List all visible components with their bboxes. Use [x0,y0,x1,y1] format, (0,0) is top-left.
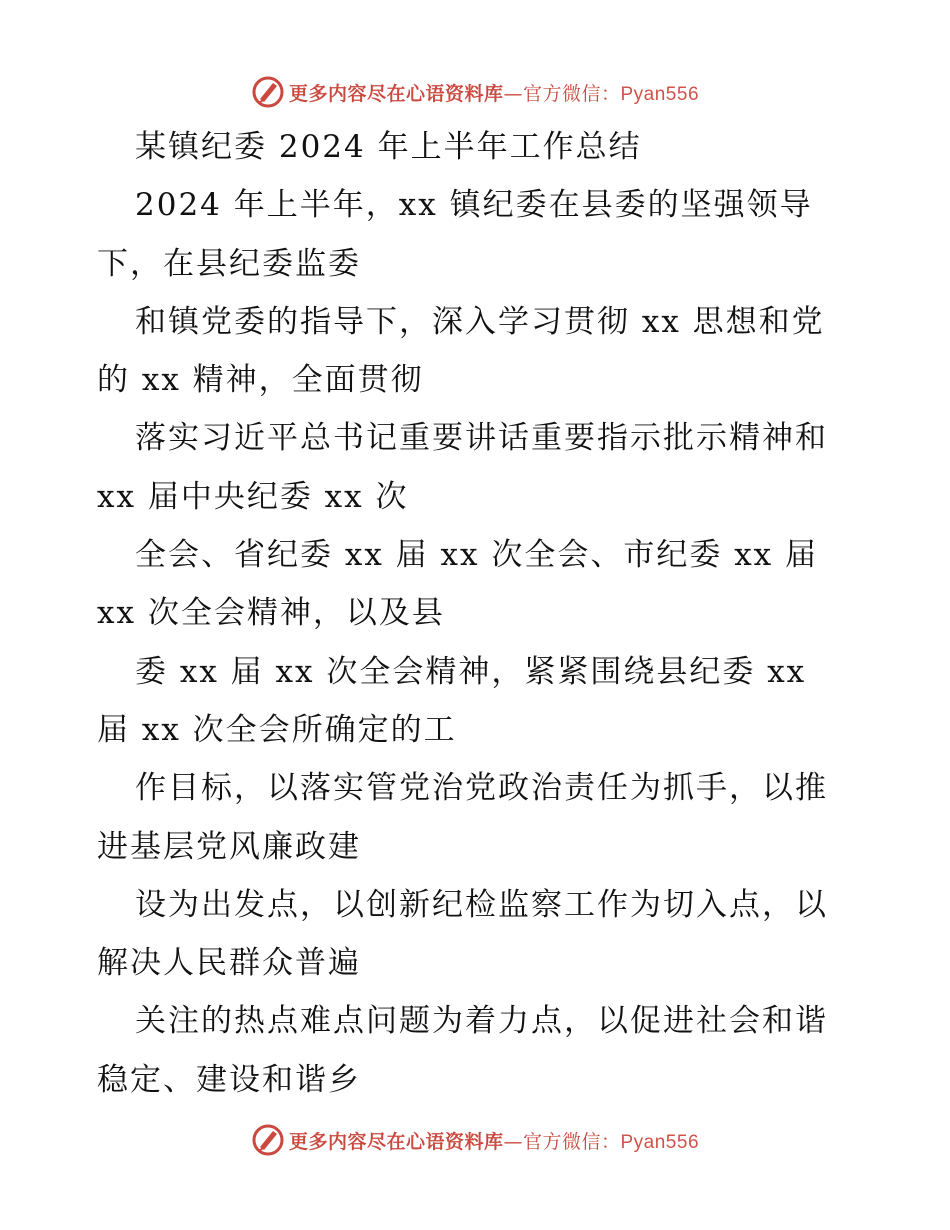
paragraph-line: xx 次全会精神，以及县 [97,595,445,632]
watermark-dash: — [503,82,523,105]
paragraph-line: 全会、省纪委 xx 届 xx 次全会、市纪委 xx 届 [135,537,819,574]
paragraph-line: 落实习近平总书记重要讲话重要指示批示精神和 [135,420,828,457]
quill-logo-icon [251,1123,285,1157]
paragraph-line: 下，在县纪委监委 [97,245,361,282]
footer-watermark [0,1120,950,1160]
paragraph-line: 和镇党委的指导下，深入学习贯彻 xx 思想和党 [135,303,825,340]
paragraph-line: 稳定、建设和谐乡 [97,1061,361,1098]
paragraph-line: 作目标，以落实管党治党政治责任为抓手，以推 [135,770,828,807]
document-body [97,118,857,1109]
header-watermark [0,72,950,112]
paragraph-line: 设为出发点，以创新纪检监察工作为切入点，以 [135,886,828,923]
paragraph-line: 2024 年上半年，xx 镇纪委在县委的坚强领导 [135,187,813,224]
paragraph-line: 进基层党风廉政建 [97,828,361,865]
watermark-sub-text: 官方微信： [522,1130,621,1153]
paragraph-line: 委 xx 届 xx 次全会精神，紧紧围绕县纪委 xx [135,653,807,690]
watermark-main-text: 更多内容尽在心语资料库 [288,82,504,105]
quill-logo-icon [251,75,285,109]
paragraph-line: 解决人民群众普遍 [97,945,361,982]
watermark-dash: — [503,1130,523,1153]
watermark-main-text: 更多内容尽在心语资料库 [288,1130,504,1153]
paragraph-line: 届 xx 次全会所确定的工 [97,711,457,748]
watermark-id: Pyan556 [620,1131,700,1153]
paragraph-line: xx 届中央纪委 xx 次 [97,478,409,515]
watermark-sub-text: 官方微信： [522,82,621,105]
watermark-id: Pyan556 [620,83,700,105]
paragraph-line: 的 xx 精神，全面贯彻 [97,362,424,399]
title-line: 某镇纪委 2024 年上半年工作总结 [135,129,642,165]
paragraph-line: 关注的热点难点问题为着力点，以促进社会和谐 [135,1003,828,1040]
